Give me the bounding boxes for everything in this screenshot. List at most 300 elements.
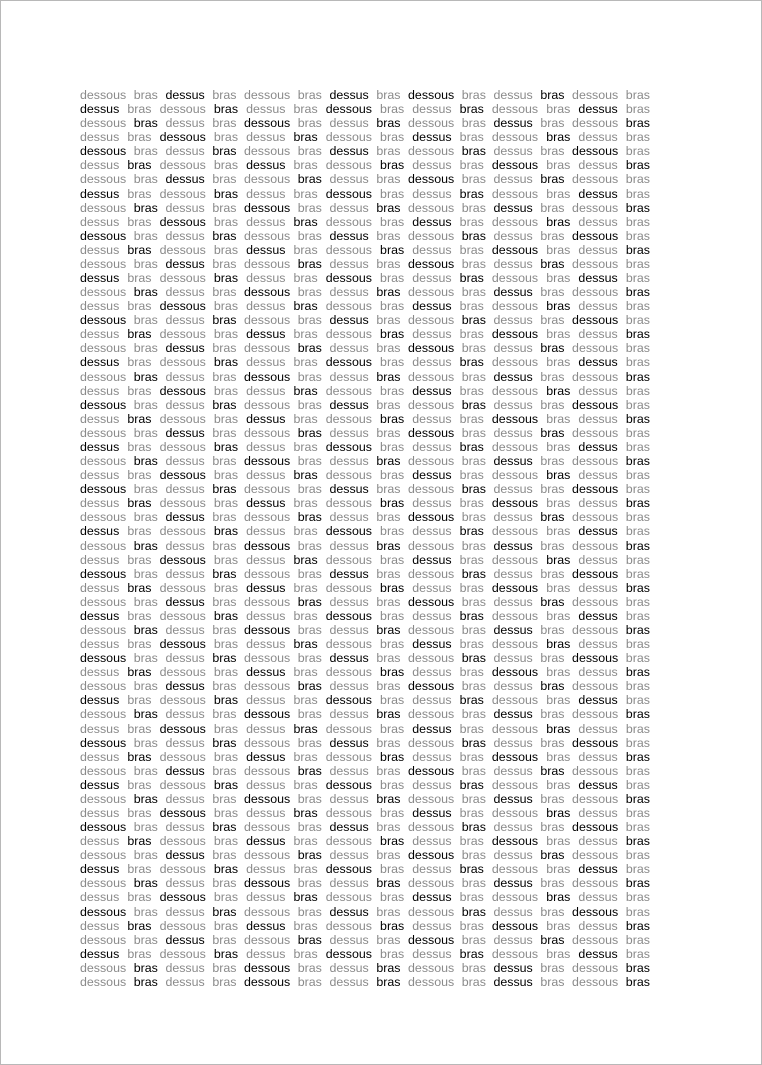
poem-word: bras <box>297 172 322 187</box>
poem-word: bras <box>380 890 405 905</box>
poem-word: dessus <box>165 763 205 778</box>
poem-word: dessous <box>159 102 206 117</box>
poem-word: dessus <box>493 482 533 497</box>
poem-word: dessus <box>412 468 452 483</box>
poem-word: dessus <box>246 946 286 961</box>
poem-word: bras <box>625 355 650 370</box>
poem-word: dessous <box>159 665 206 680</box>
poem-word: dessous <box>244 116 291 131</box>
poem-word: bras <box>133 679 158 694</box>
poem-word: dessous <box>80 88 127 102</box>
poem-word: dessus <box>165 735 205 750</box>
poem-word: dessous <box>572 651 619 666</box>
poem-word: dessous <box>408 172 455 187</box>
poem-word: dessus <box>578 411 618 426</box>
poem-line <box>80 890 650 904</box>
poem-word: bras <box>625 341 650 356</box>
poem-word: dessous <box>159 946 206 961</box>
poem-word: dessous <box>408 707 455 722</box>
poem-word: bras <box>380 580 405 595</box>
poem-word: bras <box>546 580 571 595</box>
poem-word: bras <box>546 890 571 905</box>
poem-word: bras <box>380 749 405 764</box>
poem-line <box>80 116 650 130</box>
poem-word: bras <box>540 820 565 835</box>
poem-word: dessus <box>578 327 618 342</box>
poem-word: bras <box>297 707 322 722</box>
poem-word: dessous <box>325 411 372 426</box>
poem-word: dessous <box>244 285 291 300</box>
poem-word: bras <box>380 102 405 117</box>
poem-word: bras <box>380 665 405 680</box>
poem-word: dessous <box>80 341 127 356</box>
poem-word: bras <box>625 820 650 835</box>
poem-word: dessus <box>412 242 452 257</box>
poem-word: bras <box>213 834 239 849</box>
poem-word: dessus <box>165 369 205 384</box>
poem-word: bras <box>625 228 650 243</box>
poem-word: bras <box>625 904 650 919</box>
poem-word: dessous <box>325 862 372 877</box>
poem-word: bras <box>213 271 239 286</box>
poem-line <box>80 398 650 412</box>
poem-word: bras <box>297 256 322 271</box>
poem-word: bras <box>461 200 486 215</box>
poem-word: bras <box>625 200 650 215</box>
poem-word: bras <box>293 805 318 820</box>
poem-word: bras <box>380 214 405 229</box>
poem-word: dessous <box>408 566 455 581</box>
poem-word: bras <box>376 313 401 328</box>
poem-word: bras <box>212 425 237 440</box>
poem-word: bras <box>380 805 405 820</box>
poem-word: dessus <box>412 946 452 961</box>
poem-word: bras <box>127 749 152 764</box>
poem-line <box>80 201 650 215</box>
poem-word: bras <box>459 158 484 173</box>
poem-word: bras <box>133 285 158 300</box>
poem-word: dessous <box>244 960 291 975</box>
poem-word: dessous <box>80 538 127 553</box>
poem-word: bras <box>133 791 158 806</box>
poem-word: bras <box>546 805 571 820</box>
poem-word: dessus <box>578 186 618 201</box>
poem-word: bras <box>625 454 650 469</box>
poem-word: bras <box>625 130 650 145</box>
poem-word: bras <box>540 116 565 131</box>
poem-word: dessus <box>412 524 452 539</box>
poem-word: dessous <box>572 425 619 440</box>
poem-word: bras <box>546 411 571 426</box>
poem-word: dessous <box>244 397 291 412</box>
poem-word: dessus <box>246 749 286 764</box>
poem-word: dessus <box>80 834 120 849</box>
poem-word: bras <box>459 637 484 652</box>
poem-word: dessous <box>325 468 372 483</box>
poem-word: bras <box>625 622 650 637</box>
poem-word: bras <box>293 496 318 511</box>
poem-word: dessous <box>572 116 619 131</box>
poem-word: dessus <box>493 876 533 891</box>
poem-word: bras <box>376 876 401 891</box>
poem-word: dessous <box>408 651 455 666</box>
poem-line <box>80 496 650 510</box>
poem-word: dessous <box>159 299 206 314</box>
poem-word: bras <box>540 144 565 159</box>
poem-word: dessus <box>80 665 120 680</box>
poem-word: bras <box>212 932 237 947</box>
poem-word: dessus <box>329 876 369 891</box>
poem-word: dessus <box>493 454 533 469</box>
poem-word: dessus <box>165 848 205 863</box>
poem-word: dessous <box>244 622 291 637</box>
poem-word: dessus <box>493 707 533 722</box>
poem-word: dessous <box>572 285 619 300</box>
poem-word: bras <box>212 791 237 806</box>
poem-word: bras <box>127 524 152 539</box>
poem-word: bras <box>461 848 486 863</box>
poem-word: bras <box>540 876 565 891</box>
poem-line <box>80 468 650 482</box>
poem-word: dessus <box>493 285 533 300</box>
poem-word: dessus <box>246 862 286 877</box>
poem-word: dessus <box>493 960 533 975</box>
poem-word: bras <box>546 777 571 792</box>
poem-word: bras <box>212 116 237 131</box>
poem-word: dessus <box>165 397 205 412</box>
poem-word: bras <box>297 144 322 159</box>
poem-word: dessus <box>165 200 205 215</box>
poem-word: bras <box>127 130 152 145</box>
poem-word: dessous <box>408 454 455 469</box>
poem-word: bras <box>212 538 237 553</box>
poem-word: dessus <box>165 679 205 694</box>
poem-line <box>80 271 650 285</box>
poem-word: dessus <box>80 552 120 567</box>
poem-word: dessus <box>578 918 618 933</box>
poem-word: dessous <box>572 735 619 750</box>
poem-word: dessus <box>246 439 286 454</box>
poem-word: bras <box>297 594 322 609</box>
poem-word: bras <box>461 313 486 328</box>
poem-word: dessous <box>325 637 372 652</box>
poem-word: bras <box>540 256 565 271</box>
poem-word: bras <box>625 369 650 384</box>
poem-word: dessus <box>80 805 120 820</box>
poem-word: dessous <box>80 566 127 581</box>
poem-word: dessous <box>80 454 127 469</box>
poem-word: bras <box>212 960 237 975</box>
poem-word: dessus <box>412 693 452 708</box>
poem-word: bras <box>127 186 152 201</box>
poem-word: dessous <box>80 510 127 525</box>
poem-word: dessus <box>246 524 286 539</box>
poem-word: dessus <box>80 299 120 314</box>
poem-word: bras <box>212 848 237 863</box>
poem-word: bras <box>127 411 152 426</box>
poem-word: bras <box>546 693 571 708</box>
poem-word: bras <box>213 130 239 145</box>
poem-word: bras <box>133 200 158 215</box>
poem-word: dessus <box>493 369 533 384</box>
poem-word: bras <box>213 862 239 877</box>
poem-word: dessus <box>578 383 618 398</box>
poem-word: bras <box>293 890 318 905</box>
poem-word: dessous <box>491 186 539 201</box>
poem-word: bras <box>127 214 152 229</box>
poem-word: dessus <box>80 721 120 736</box>
poem-word: bras <box>297 313 322 328</box>
poem-word: dessus <box>578 102 618 117</box>
poem-word: bras <box>376 454 401 469</box>
poem-word: bras <box>540 369 565 384</box>
poem-word: dessus <box>246 186 286 201</box>
poem-word: dessous <box>325 890 372 905</box>
poem-word: dessus <box>165 228 205 243</box>
poem-word: bras <box>625 580 650 595</box>
poem-line <box>80 412 650 426</box>
poem-word: dessous <box>325 355 372 370</box>
poem-word: bras <box>297 932 322 947</box>
poem-word: bras <box>376 285 401 300</box>
poem-line <box>80 722 650 736</box>
poem-word: dessus <box>246 383 286 398</box>
poem-word: dessous <box>80 369 127 384</box>
poem-line <box>80 215 650 229</box>
poem-word: bras <box>461 510 486 525</box>
poem-line <box>80 355 650 369</box>
poem-word: dessous <box>244 679 291 694</box>
poem-word: bras <box>213 749 239 764</box>
poem-word: dessous <box>159 693 206 708</box>
poem-line <box>80 736 650 750</box>
poem-word: bras <box>376 735 401 750</box>
poem-word: dessous <box>491 749 539 764</box>
poem-word: bras <box>213 102 239 117</box>
poem-word: bras <box>293 271 318 286</box>
poem-word: dessous <box>244 707 291 722</box>
poem-word: bras <box>546 862 571 877</box>
poem-word: dessus <box>412 665 452 680</box>
poem-word: dessus <box>578 862 618 877</box>
poem-line <box>80 707 650 721</box>
poem-word: bras <box>297 763 322 778</box>
poem-word: bras <box>213 299 239 314</box>
poem-word: bras <box>459 242 484 257</box>
poem-word: bras <box>212 482 237 497</box>
poem-word: dessus <box>578 637 618 652</box>
poem-word: bras <box>297 397 322 412</box>
poem-word: bras <box>133 904 158 919</box>
poem-word: dessous <box>244 228 291 243</box>
poem-word: dessus <box>246 496 286 511</box>
poem-word: bras <box>625 242 650 257</box>
poem-line <box>80 933 650 947</box>
poem-word: bras <box>213 721 239 736</box>
poem-word: bras <box>540 482 565 497</box>
poem-word: dessous <box>159 130 206 145</box>
poem-word: bras <box>625 285 650 300</box>
poem-word: bras <box>546 158 571 173</box>
poem-word: bras <box>213 383 239 398</box>
poem-line <box>80 187 650 201</box>
poem-line <box>80 609 650 623</box>
poem-word: bras <box>625 946 650 961</box>
poem-word: dessus <box>493 594 533 609</box>
poem-line <box>80 820 650 834</box>
poem-word: dessus <box>80 411 120 426</box>
poem-word: bras <box>133 144 158 159</box>
poem-word: bras <box>546 299 571 314</box>
poem-word: bras <box>133 876 158 891</box>
poem-word: dessus <box>493 735 533 750</box>
poem-word: bras <box>459 749 484 764</box>
poem-word: dessous <box>408 285 455 300</box>
poem-word: bras <box>459 693 484 708</box>
poem-word: bras <box>376 622 401 637</box>
poem-word: bras <box>380 158 405 173</box>
poem-word: dessous <box>244 454 291 469</box>
poem-line <box>80 975 650 989</box>
poem-word: bras <box>459 214 484 229</box>
poem-word: bras <box>376 904 401 919</box>
poem-word: dessus <box>493 904 533 919</box>
poem-word: bras <box>293 749 318 764</box>
poem-word: bras <box>625 271 650 286</box>
poem-word: bras <box>212 763 237 778</box>
poem-line <box>80 595 650 609</box>
poem-word: bras <box>133 651 158 666</box>
poem-word: dessous <box>159 608 206 623</box>
poem-word: bras <box>540 200 565 215</box>
poem-word: bras <box>380 271 405 286</box>
poem-word: dessous <box>159 834 206 849</box>
poem-word: bras <box>380 637 405 652</box>
poem-word: bras <box>297 904 322 919</box>
poem-word: bras <box>212 651 237 666</box>
poem-word: dessus <box>578 693 618 708</box>
poem-word: bras <box>625 88 650 102</box>
poem-word: dessus <box>246 271 286 286</box>
poem-word: dessus <box>329 791 369 806</box>
poem-word: dessus <box>412 327 452 342</box>
poem-word: bras <box>459 411 484 426</box>
poem-word: bras <box>380 608 405 623</box>
poem-word: bras <box>380 946 405 961</box>
poem-word: bras <box>213 890 239 905</box>
poem-word: dessus <box>412 608 452 623</box>
poem-word: bras <box>461 454 486 469</box>
poem-word: bras <box>540 651 565 666</box>
poem-word: dessus <box>493 200 533 215</box>
poem-word: dessus <box>80 862 120 877</box>
poem-word: bras <box>459 721 484 736</box>
poem-word: bras <box>625 918 650 933</box>
poem-word: bras <box>213 608 239 623</box>
poem-word: dessous <box>159 637 206 652</box>
poem-line <box>80 243 650 257</box>
poem-word: dessous <box>244 974 291 989</box>
poem-word: dessous <box>325 383 372 398</box>
poem-word: bras <box>133 622 158 637</box>
poem-word: dessus <box>578 130 618 145</box>
poem-line <box>80 299 650 313</box>
poem-word: dessus <box>493 313 533 328</box>
poem-word: dessous <box>572 538 619 553</box>
poem-word: dessus <box>412 271 452 286</box>
poem-word: dessous <box>491 721 539 736</box>
poem-word: dessous <box>80 735 127 750</box>
poem-word: dessus <box>165 510 205 525</box>
poem-word: dessus <box>80 439 120 454</box>
poem-word: bras <box>212 228 237 243</box>
poem-word: bras <box>213 186 239 201</box>
poem-word: dessous <box>408 876 455 891</box>
poem-word: dessus <box>80 890 120 905</box>
poem-word: bras <box>546 749 571 764</box>
poem-word: dessus <box>578 271 618 286</box>
poem-word: bras <box>380 496 405 511</box>
poem-word: dessous <box>325 665 372 680</box>
poem-word: dessus <box>578 496 618 511</box>
poem-word: dessous <box>325 918 372 933</box>
poem-word: bras <box>127 693 152 708</box>
poem-word: bras <box>625 707 650 722</box>
poem-word: dessous <box>325 693 372 708</box>
poem-line <box>80 567 650 581</box>
poem-word: dessus <box>165 144 205 159</box>
poem-word: dessus <box>246 299 286 314</box>
poem-word: dessous <box>244 791 291 806</box>
poem-word: bras <box>459 946 484 961</box>
poem-word: bras <box>376 848 401 863</box>
poem-word: bras <box>297 116 322 131</box>
poem-word: dessus <box>246 355 286 370</box>
poem-word: bras <box>625 482 650 497</box>
poem-word: dessus <box>493 172 533 187</box>
poem-word: dessus <box>165 538 205 553</box>
poem-word: bras <box>625 397 650 412</box>
poem-word: dessus <box>412 411 452 426</box>
poem-word: dessus <box>80 383 120 398</box>
poem-word: dessus <box>412 299 452 314</box>
poem-word: bras <box>297 735 322 750</box>
poem-word: dessous <box>491 862 539 877</box>
poem-word: bras <box>297 482 322 497</box>
poem-word: dessus <box>493 88 533 102</box>
poem-word: bras <box>380 918 405 933</box>
poem-word: dessous <box>80 791 127 806</box>
poem-word: bras <box>297 285 322 300</box>
poem-word: dessus <box>165 341 205 356</box>
poem-word: dessous <box>159 411 206 426</box>
poem-word: dessous <box>80 974 127 989</box>
poem-word: bras <box>293 439 318 454</box>
poem-word: bras <box>213 665 239 680</box>
poem-word: bras <box>127 242 152 257</box>
poem-word: bras <box>133 707 158 722</box>
poem-word: bras <box>380 130 405 145</box>
poem-word: dessous <box>244 341 291 356</box>
poem-word: bras <box>213 777 239 792</box>
poem-word: bras <box>625 594 650 609</box>
poem-word: bras <box>376 397 401 412</box>
poem-word: dessus <box>165 116 205 131</box>
poem-word: dessus <box>246 468 286 483</box>
poem-word: dessus <box>165 791 205 806</box>
poem-word: bras <box>546 608 571 623</box>
poem-word: dessus <box>246 552 286 567</box>
